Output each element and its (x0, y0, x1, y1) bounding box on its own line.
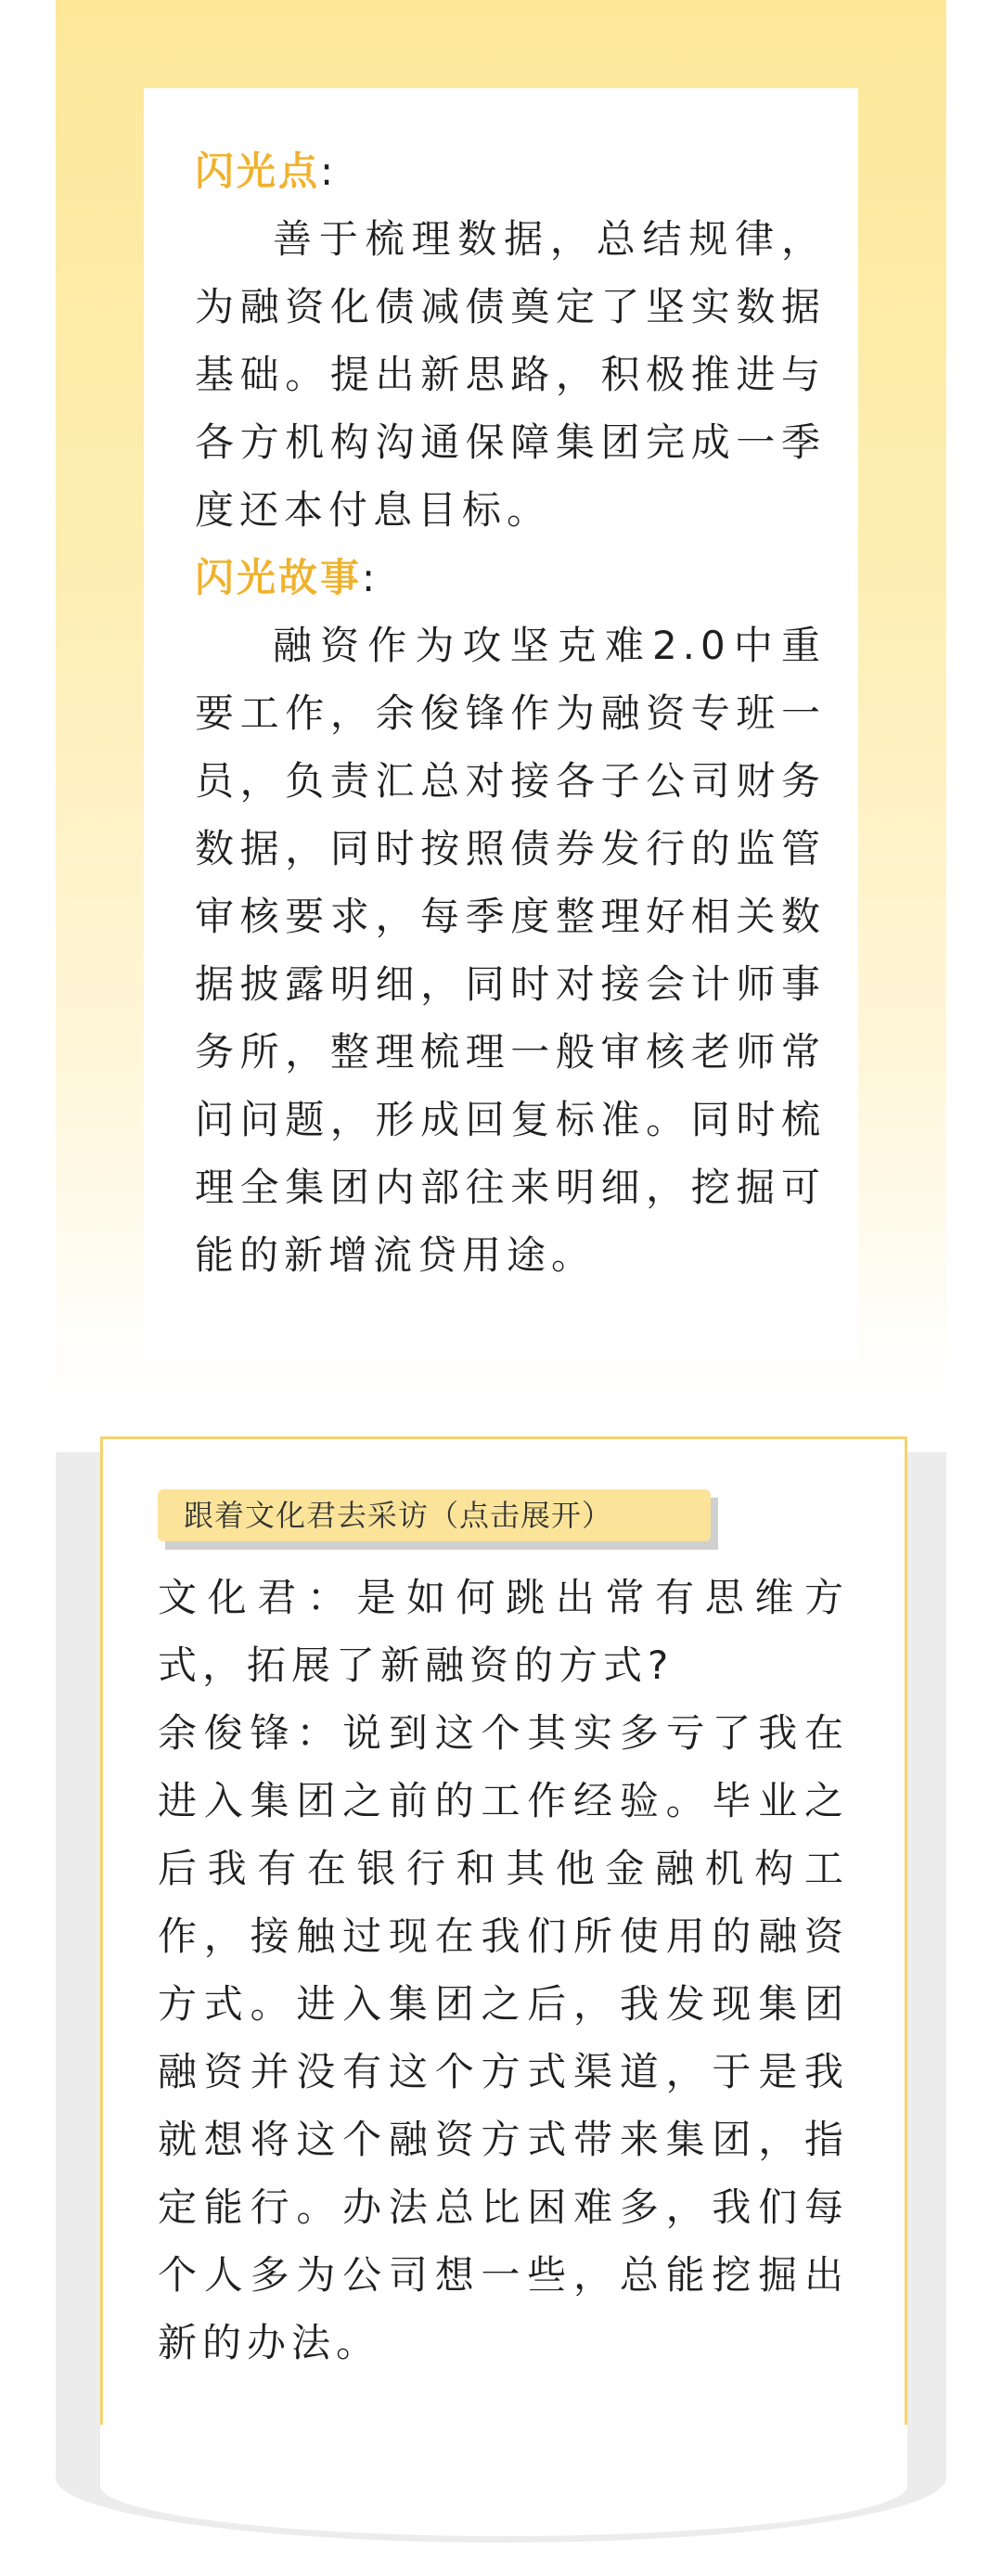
highlight-text: 善于梳理数据，总结规律，为融资化债减债奠定了坚实数据基础。提出新思路，积极推进与各方机构沟通保障集团完成一季度还本付息目标。 (195, 216, 826, 533)
interview-question: 文化君：是如何跳出常有思维方式，拓展了新融资的方式? (158, 1575, 849, 1688)
highlight-content (195, 137, 826, 1289)
story-heading: 闪光故事: (195, 555, 379, 600)
interview-answer: 余俊锋：说到这个其实多亏了我在进入集团之前的工作经验。毕业之后我有在银行和其他金融机构工作，接触过现在我们所使用的融资方式。进入集团之后，我发现集团融资并没有这个方式渠道，于是我就想将这个融资方式带来集团，指定能行。办法总比困难多，我们每个人多为公司想一些，总能挖掘出新的办法。 (158, 1710, 849, 2365)
interview-content (158, 1564, 849, 2376)
interview-expand-button[interactable]: 跟着文化君去采访（点击展开） (158, 1489, 711, 1541)
story-text: 融资作为攻坚克难2.0中重要工作，余俊锋作为融资专班一员，负责汇总对接各子公司财务数据，同时按照债券发行的监管审核要求，每季度整理好相关数据披露明细，同时对接会计师事务所，整理梳理一般审核老师常问问题，形成回复标准。同时梳理全集团内部往来明细，挖掘可能的新增流贷用途。 (195, 623, 826, 1278)
highlight-heading: 闪光点: (195, 148, 337, 194)
